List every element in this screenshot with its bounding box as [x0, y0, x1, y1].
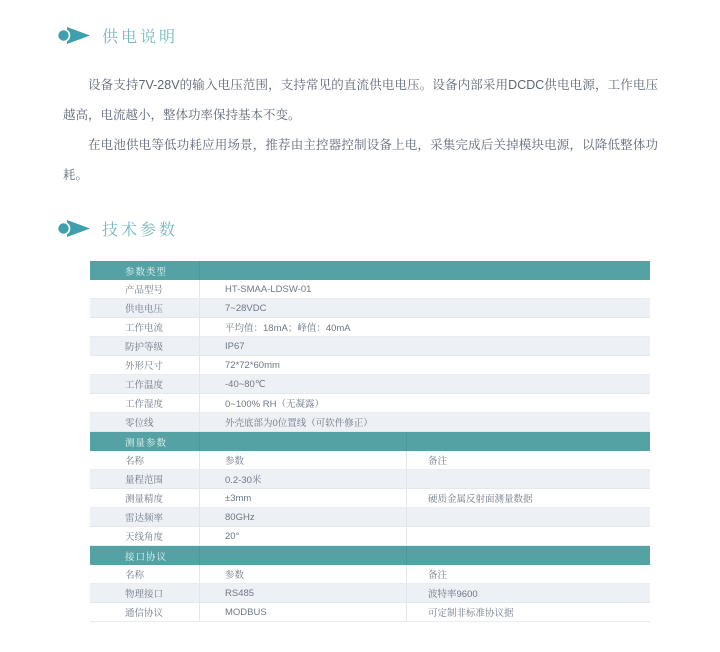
- param-note-cell: [407, 527, 650, 545]
- table-row: [90, 470, 650, 489]
- table-row: [90, 527, 650, 546]
- table-row: [90, 375, 650, 394]
- param-note-cell: [407, 508, 650, 526]
- param-label-cell: 工作温度: [90, 375, 200, 393]
- table-row: [90, 299, 650, 318]
- param-label-cell: 名称: [90, 565, 200, 583]
- param-value-cell: 20°: [200, 527, 407, 545]
- param-label-cell: 外形尺寸: [90, 356, 200, 374]
- group-header-spacer: [200, 432, 407, 451]
- param-label-cell: 天线角度: [90, 527, 200, 545]
- table-row: [90, 565, 650, 584]
- specs-section-heading: [57, 217, 720, 239]
- table-row: [90, 451, 650, 470]
- table-row: [90, 394, 650, 413]
- power-paragraph-2: 在电池供电等低功耗应用场景，推荐由主控器控制设备上电，采集完成后关掉模块电源，以降低整体功耗。: [63, 138, 658, 182]
- group-header-spacer: [407, 432, 650, 451]
- table-row: [90, 603, 650, 622]
- param-label-cell: 物理接口: [90, 584, 200, 602]
- param-note-cell: 备注: [428, 570, 448, 581]
- power-description: [63, 70, 658, 190]
- group-header-spacer: [200, 546, 407, 565]
- table-row: [90, 280, 650, 299]
- section-arrow-icon: [57, 219, 91, 238]
- param-value-cell: HT-SMAA-LDSW-01: [225, 283, 312, 295]
- param-label-cell: 测量精度: [90, 489, 200, 507]
- param-value-cell: IP67: [225, 340, 245, 352]
- param-value-cell: RS485: [200, 584, 407, 602]
- param-label-cell: 工作湿度: [90, 394, 200, 412]
- param-value-cell: 外壳底部为0位置线（可软件修正）: [225, 418, 373, 429]
- power-section-title: 供电说明: [102, 28, 179, 46]
- table-group-header-row: [90, 432, 650, 451]
- table-group-header-row: [90, 546, 650, 565]
- table-row: [90, 318, 650, 337]
- param-label-cell: 工作电流: [90, 318, 200, 336]
- section-arrow-icon: [57, 26, 91, 45]
- group-header-label: 参数类型: [90, 261, 200, 280]
- param-value-cell: 0~100% RH（无凝露）: [225, 399, 324, 410]
- spec-table: [90, 261, 650, 622]
- param-label-cell: 防护等级: [90, 337, 200, 355]
- param-value-cell: ±3mm: [200, 489, 407, 507]
- param-note-cell: 可定制非标准协议据: [428, 608, 514, 619]
- param-label-cell: 零位线: [90, 413, 200, 431]
- group-header-spacer: [200, 261, 650, 280]
- param-label-cell: 产品型号: [90, 280, 200, 298]
- table-row: [90, 508, 650, 527]
- datasheet-page: [0, 24, 720, 622]
- param-value-cell: 80GHz: [200, 508, 407, 526]
- group-header-label: 测量参数: [90, 432, 200, 451]
- group-header-label: 接口协议: [90, 546, 200, 565]
- param-value-cell: MODBUS: [200, 603, 407, 621]
- param-label-cell: 名称: [90, 451, 200, 469]
- group-header-spacer: [407, 546, 650, 565]
- param-note-cell: [407, 470, 650, 488]
- param-note-cell: 波特率9600: [428, 589, 478, 600]
- param-value-cell: 7~28VDC: [225, 302, 267, 314]
- param-value-cell: 参数: [200, 451, 407, 469]
- table-group-header-row: [90, 261, 650, 280]
- table-row: [90, 337, 650, 356]
- param-value-cell: 0.2-30米: [200, 470, 407, 488]
- table-row: [90, 413, 650, 432]
- param-label-cell: 通信协议: [90, 603, 200, 621]
- param-value-cell: 参数: [200, 565, 407, 583]
- param-label-cell: 雷达频率: [90, 508, 200, 526]
- power-paragraph-1: 设备支持7V-28V的输入电压范围，支持常见的直流供电电压。设备内部采用DCDC供电电源，工作电压越高，电流越小，整体功率保持基本不变。: [63, 78, 658, 122]
- param-value-cell: 平均值：18mA；峰值：40mA: [225, 323, 351, 334]
- table-row: [90, 584, 650, 603]
- param-note-cell: 备注: [428, 456, 448, 467]
- param-value-cell: -40~80℃: [225, 378, 266, 390]
- param-value-cell: 72*72*60mm: [225, 359, 280, 371]
- param-note-cell: 硬质金属反射面测量数据: [428, 494, 533, 505]
- table-row: [90, 356, 650, 375]
- table-row: [90, 489, 650, 508]
- specs-section-title: 技术参数: [102, 221, 179, 239]
- power-section-heading: [57, 24, 720, 46]
- param-label-cell: 供电电压: [90, 299, 200, 317]
- param-label-cell: 量程范围: [90, 470, 200, 488]
